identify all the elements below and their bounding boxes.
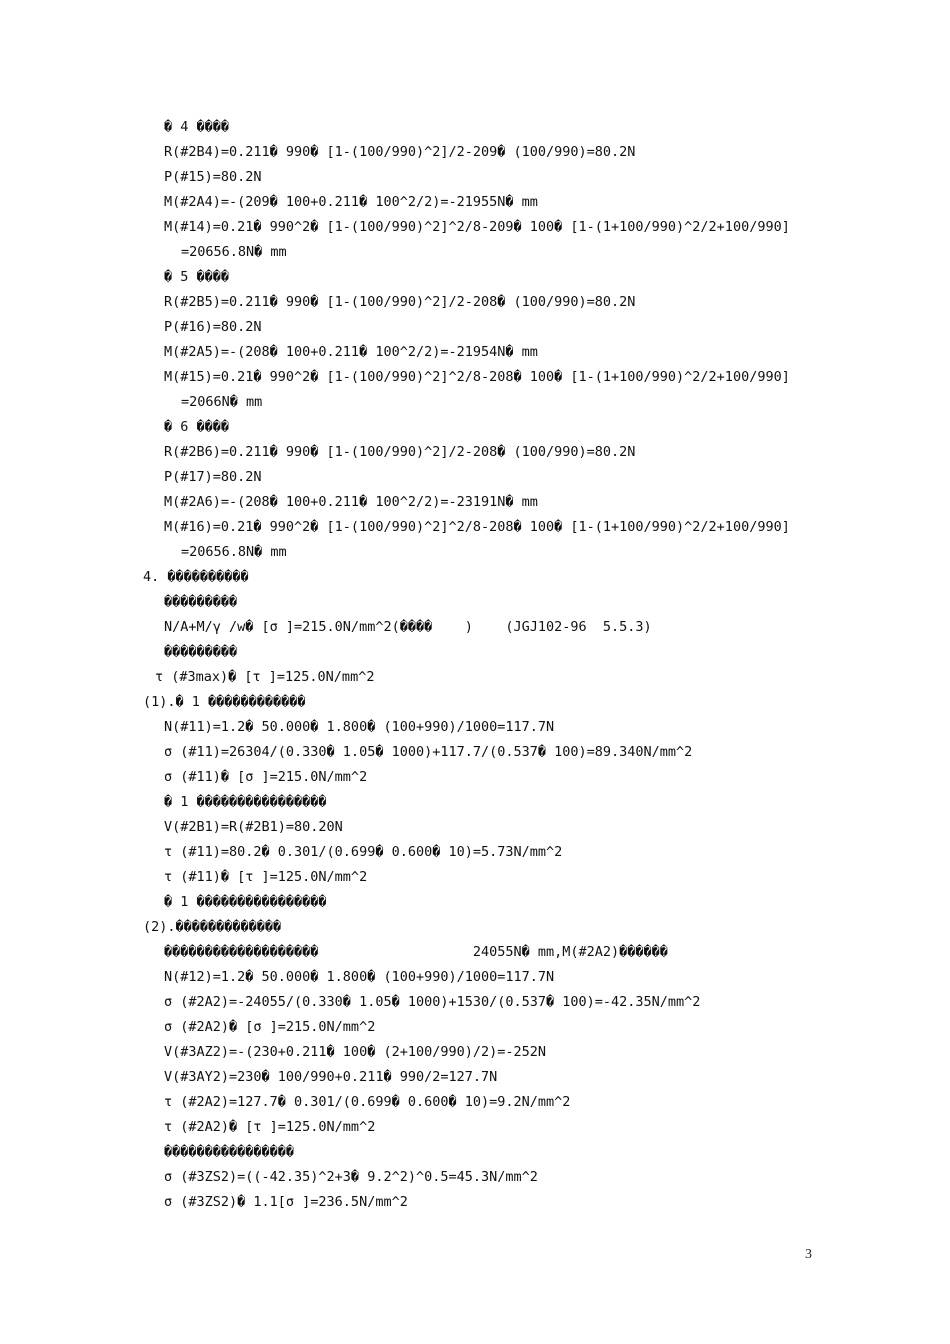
text-line: σ (#2A2)=-24055/(0.330� 1.05� 1000)+1530/(0.537� 100)=-42.35N/mm^2: [164, 994, 701, 1010]
text-line: V(#2B1)=R(#2B1)=80.20N: [164, 819, 343, 835]
document-body: [0, 115, 950, 1215]
text-line: � 1 ����������������: [164, 894, 327, 910]
text-line: M(#16)=0.21� 990^2� [1-(100/990)^2]^2/8-208� 100� [1-(1+100/990)^2/2+100/990]: [164, 519, 790, 535]
text-line: ������������������� 24055N� mm,M(#2A2)������: [164, 944, 668, 960]
text-line: σ (#11)=26304/(0.330� 1.05� 1000)+117.7/(0.537� 100)=89.340N/mm^2: [164, 744, 693, 760]
subsection-heading: (2).�������������: [143, 919, 282, 935]
text-line: V(#3AZ2)=-(230+0.211� 100� (2+100/990)/2)=-252N: [164, 1044, 547, 1060]
text-line: τ (#3max)� [τ ]=125.0N/mm^2: [155, 669, 375, 685]
text-line: R(#2B4)=0.211� 990� [1-(100/990)^2]/2-209� (100/990)=80.2N: [164, 144, 636, 160]
text-line: � 5 ����: [164, 269, 230, 285]
text-line: � 1 ����������������: [164, 794, 327, 810]
text-line: ���������: [164, 594, 238, 610]
text-line: σ (#2A2)� [σ ]=215.0N/mm^2: [164, 1019, 376, 1035]
page-number: 3: [805, 1247, 812, 1262]
text-line: σ (#3ZS2)� 1.1[σ ]=236.5N/mm^2: [164, 1194, 408, 1210]
text-line: M(#15)=0.21� 990^2� [1-(100/990)^2]^2/8-208� 100� [1-(1+100/990)^2/2+100/990]: [164, 369, 790, 385]
text-line: =20656.8N� mm: [181, 544, 287, 560]
text-line: N/A+M/γ /w� [σ ]=215.0N/mm^2(���� ) (JGJ102-96 5.5.3): [164, 619, 652, 635]
text-line: σ (#11)� [σ ]=215.0N/mm^2: [164, 769, 368, 785]
text-line: =2066N� mm: [181, 394, 263, 410]
subsection-heading: (1).� 1 ������������: [143, 694, 306, 710]
text-line: N(#11)=1.2� 50.000� 1.800� (100+990)/1000=117.7N: [164, 719, 555, 735]
text-line: � 4 ����: [164, 119, 230, 135]
text-line: τ (#11)=80.2� 0.301/(0.699� 0.600� 10)=5.73N/mm^2: [164, 844, 563, 860]
text-line: M(#2A6)=-(208� 100+0.211� 100^2/2)=-23191N� mm: [164, 494, 538, 510]
text-line: R(#2B5)=0.211� 990� [1-(100/990)^2]/2-208� (100/990)=80.2N: [164, 294, 636, 310]
text-line: N(#12)=1.2� 50.000� 1.800� (100+990)/1000=117.7N: [164, 969, 555, 985]
text-line: =20656.8N� mm: [181, 244, 287, 260]
text-line: τ (#11)� [τ ]=125.0N/mm^2: [164, 869, 368, 885]
text-line: P(#16)=80.2N: [164, 319, 262, 335]
text-line: R(#2B6)=0.211� 990� [1-(100/990)^2]/2-208� (100/990)=80.2N: [164, 444, 636, 460]
text-line: τ (#2A2)� [τ ]=125.0N/mm^2: [164, 1119, 376, 1135]
text-line: V(#3AY2)=230� 100/990+0.211� 990/2=127.7N: [164, 1069, 498, 1085]
text-line: M(#2A4)=-(209� 100+0.211� 100^2/2)=-21955N� mm: [164, 194, 538, 210]
text-line: P(#17)=80.2N: [164, 469, 262, 485]
text-line: ����������������: [164, 1144, 295, 1160]
text-line: τ (#2A2)=127.7� 0.301/(0.699� 0.600� 10)=9.2N/mm^2: [164, 1094, 571, 1110]
text-line: ���������: [164, 644, 238, 660]
text-line: M(#14)=0.21� 990^2� [1-(100/990)^2]^2/8-209� 100� [1-(1+100/990)^2/2+100/990]: [164, 219, 790, 235]
text-line: � 6 ����: [164, 419, 230, 435]
text-line: P(#15)=80.2N: [164, 169, 262, 185]
text-line: σ (#3ZS2)=((-42.35)^2+3� 9.2^2)^0.5=45.3N/mm^2: [164, 1169, 538, 1185]
section-heading: 4. ����������: [143, 569, 249, 585]
text-line: M(#2A5)=-(208� 100+0.211� 100^2/2)=-21954N� mm: [164, 344, 538, 360]
